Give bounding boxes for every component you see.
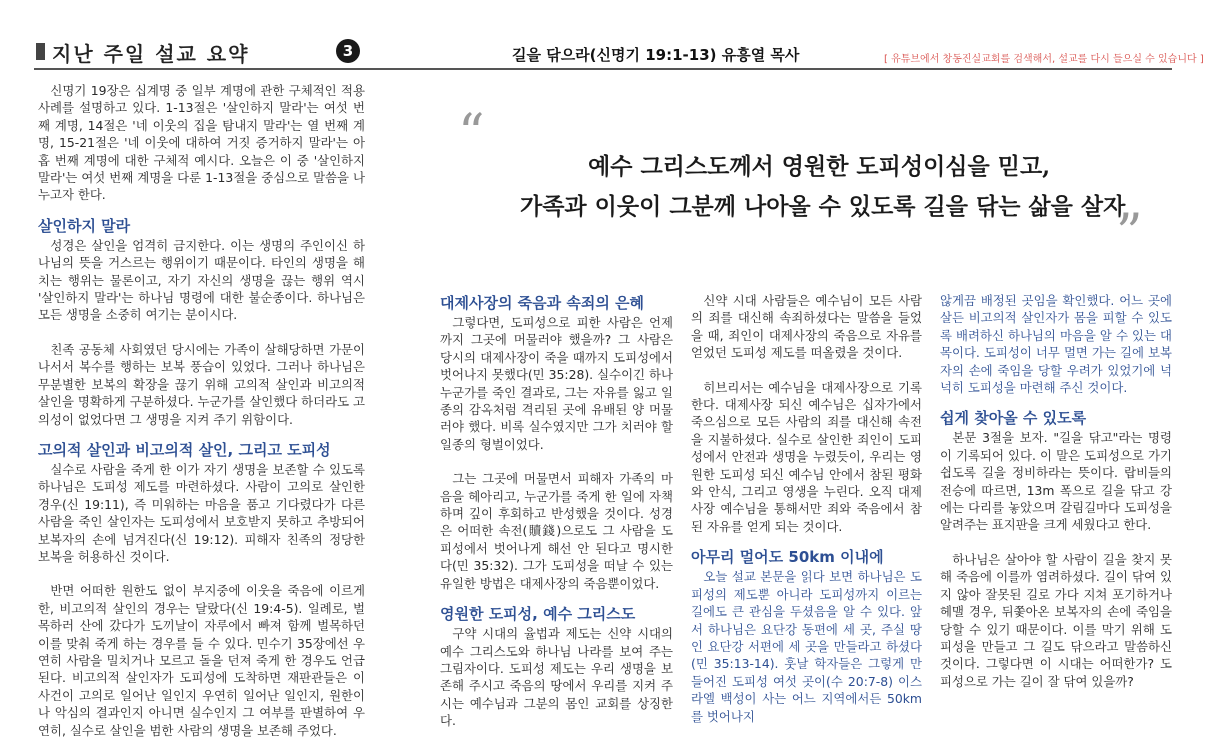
- paragraph: 본문 3절을 보자. "길을 닦고"라는 명령이 기록되어 있다. 이 말은 도피성으로 가기 쉽도록 길을 정비하라는 뜻이다. 랍비들의 전승에 따르면, 13m 폭으로 길을 닦고 강에는 다리를 놓았으며 갈림길마다 도피성을 알려주는 표지판을 크게 세웠다고 한다.: [940, 430, 1172, 533]
- paragraph-highlight: 않게끔 배정된 곳임을 확인했다. 어느 곳에 살든 비고의적 살인자가 몸을 피할 수 있도록 배려하신 하나님의 마음을 알 수 있는 대목이다. 도피성이 너무 멀면 가는 길에 보복자의 손에 죽임을 당할 우려가 있었기에 넉넉히 도피성을 마련해 주신 것이다.: [940, 293, 1172, 396]
- heading-eternal-refuge: 영원한 도피성, 예수 그리스도: [440, 605, 636, 624]
- heading-high-priest: 대제사장의 죽음과 속죄의 은혜: [440, 294, 645, 312]
- paragraph: 친족 공동체 사회였던 당시에는 가족이 살해당하면 가문이 나서서 복수를 행하는 보복 풍습이 있었다. 그러나 하나님은 무분별한 보복의 확장을 끊기 위해 고의적 살인과 비고의적 살인을 명확하게 구분하셨다. 누군가를 살인했다 하더라도 고의성이 없었다면 그 생명을 지켜 주기 위함이다.: [38, 341, 365, 427]
- youtube-note: [ 유튜브에서 창동진실교회를 검색해서, 설교를 다시 들으실 수 있습니다 ]: [884, 54, 1204, 65]
- paragraph: 그는 그곳에 머물면서 피해자 가족의 마음을 헤아리고, 누군가를 죽게 한 일에 자책하며 깊이 후회하고 반성했을 것이다. 성경은 어떠한 속전(贖錢)으로도 그 사람을 도피성에서 벗어나게 해선 안 된다고 명시한다(민 35:32). 그가 도피성을 떠날 수 있는 유일한 방법은 대제사장의 죽음뿐이었다.: [440, 471, 673, 591]
- section-marker: [36, 43, 45, 60]
- paragraph: 성경은 살인을 엄격히 금지한다. 이는 생명의 주인이신 하나님의 뜻을 거스르는 행위이기 때문이다. 타인의 생명을 해치는 행위는 물론이고, 자기 자신의 생명을 끊는 행위 역시 '살인하지 말라'는 하나님 명령에 대한 불순종이다. 하나님은 모든 생명을 소중히 여기는 분이시다.: [38, 237, 365, 323]
- open-quote-icon: “: [458, 104, 485, 164]
- column-2: [440, 292, 673, 730]
- section-label: 지난 주일 설교 요약: [52, 42, 250, 66]
- heading-intentional-murder: 고의적 살인과 비고의적 살인, 그리고 도피성: [38, 440, 331, 459]
- page-number-badge: 3: [336, 39, 360, 63]
- column-1: [38, 82, 365, 739]
- paragraph: 실수로 사람을 죽게 한 이가 자기 생명을 보존할 수 있도록 하나님은 도피성 제도를 마련하셨다. 사람이 고의로 살인한 경우(신 19:11), 즉 미워하는 마음을 품고 기다렸다가 다른 사람을 죽인 살인자는 도피성에서 보호받지 못하고 추방되어 보복자의 손에 넘겨진다(신 19:12). 피해자 친족의 정당한 보복을 허용하신 것이다.: [38, 461, 365, 564]
- paragraph: 구약 시대의 율법과 제도는 신약 시대의 예수 그리스도와 하나님 나라를 보여 주는 그림자이다. 도피성 제도는 우리 생명을 보존해 주시고 죽음의 땅에서 우리를 지켜 주시는 예수님과 그분의 몸인 교회를 상징한다.: [440, 626, 673, 729]
- paragraph: 신약 시대 사람들은 예수님이 모든 사람의 죄를 대신해 속죄하셨다는 말씀을 들었을 때, 죄인이 대제사장의 죽음으로 자유를 얻었던 도피성 제도를 떠올렸을 것이다.: [691, 293, 922, 361]
- heading-no-murder: 살인하지 말라: [38, 216, 131, 235]
- paragraph: 그렇다면, 도피성으로 피한 사람은 언제까지 그곳에 머물러야 했을까? 그 사람은 당시의 대제사장이 죽을 때까지 도피성에서 벗어나지 못했다(민 35:28). 실수이긴 하나 누군가를 죽인 결과로, 그는 자유를 잃고 일종의 감옥처럼 격리된 곳에 유배된 양 머물러야 했다. 비록 실수였지만 그가 치러야 할 일종의 형벌이었다.: [440, 315, 673, 452]
- pull-quote-line-2: 가족과 이웃이 그분께 나아올 수 있도록 길을 닦는 삶을 살자: [520, 193, 1126, 220]
- column-3: [691, 292, 922, 725]
- paragraph-highlight: 오늘 설교 본문을 읽다 보면 하나님은 도피성의 제도뿐 아니라 도피성까지 이르는 길에도 큰 관심을 두셨음을 알 수 있다. 앞서 하나님은 요단강 동편에 세 곳, 주실 땅인 요단강 서편에 세 곳을 만들라고 하셨다(민 35:13-14). 훗날 학자들은 그렇게 만들어진 도피성 여섯 곳이(수 20:7-8) 이스라엘 백성이 사는 어느 지역에서든 50km를 벗어나지: [691, 569, 922, 724]
- column-4: [940, 292, 1172, 690]
- paragraph: 반면 어떠한 원한도 없이 부지중에 이웃을 죽음에 이르게 한, 비고의적 살인의 경우는 달랐다(신 19:4-5). 일례로, 벌목하러 산에 갔다가 도끼날이 자루에서 빠져 함께 벌목하던 이를 맞춰 죽게 하는 경우를 들 수 있다. 민수기 35장에선 우연히 사람을 밀치거나 모르고 돌을 던져 죽게 한 경우도 언급된다. 비고의적 살인자가 도피성에 도착하면 재판관들은 이 사건이 고의로 일어난 일인지 우연히 일어난 일인지, 원한이나 악심의 결과인지 아니면 실수인지 그 여부를 판별하여 우연히, 실수로 살인을 범한 사람의 생명을 보존해 주었다.: [38, 583, 365, 738]
- paragraph: 하나님은 살아야 할 사람이 길을 찾지 못해 죽음에 이를까 염려하셨다. 길이 닦여 있지 않아 잘못된 길로 가다 지쳐 포기하거나 헤맬 경우, 뒤쫓아온 보복자의 손에 죽임을 당할 수 있기 때문이다. 이를 막기 위해 도피성을 만들고 그 길도 닦으라고 말씀하신 것이다. 그렇다면 이 시대는 어떠한가? 도피성으로 가는 길이 잘 닦여 있을까?: [940, 551, 1172, 689]
- paragraph: 히브리서는 예수님을 대제사장으로 기록한다. 대제사장 되신 예수님은 십자가에서 죽으심으로 모든 사람의 죄를 대신해 속전을 지불하셨다. 실수로 살인한 죄인이 도피성에서 안전과 생명을 누렸듯이, 우리는 영원한 도피성 되신 예수님 안에서 참된 평화와 안식, 그리고 영생을 누린다. 오직 대제사장 예수님을 통해서만 죄와 죽음에서 참된 자유를 얻게 되는 것이다.: [691, 379, 922, 534]
- header-divider: [34, 68, 1172, 70]
- sermon-title: 길을 닦으라(신명기 19:1-13) 유흥열 목사: [512, 46, 800, 64]
- heading-50km: 아무리 멀어도 50km 이내에: [691, 548, 884, 567]
- pull-quote-line-1: 예수 그리스도께서 영원한 도피성이심을 믿고,: [588, 153, 1051, 180]
- intro-paragraph: 신명기 19장은 십계명 중 일부 계명에 관한 구체적인 적용 사례를 설명하고 있다. 1-13절은 '살인하지 말라'는 여섯 번째 계명, 14절은 '네 이웃의 집을 탐내지 말라'는 열 번째 계명, 15-21절은 '네 이웃에 대하여 거짓 증거하지 말라'는 아홉 번째 계명에 대한 구체적 예시다. 오늘은 이 중 '살인하지 말라'는 여섯 번째 계명을 다룬 1-13절을 중심으로 말씀을 나누고자 한다.: [38, 83, 365, 203]
- close-quote-icon: ”: [1116, 204, 1143, 264]
- heading-easy-to-find: 쉽게 찾아올 수 있도록: [940, 409, 1087, 428]
